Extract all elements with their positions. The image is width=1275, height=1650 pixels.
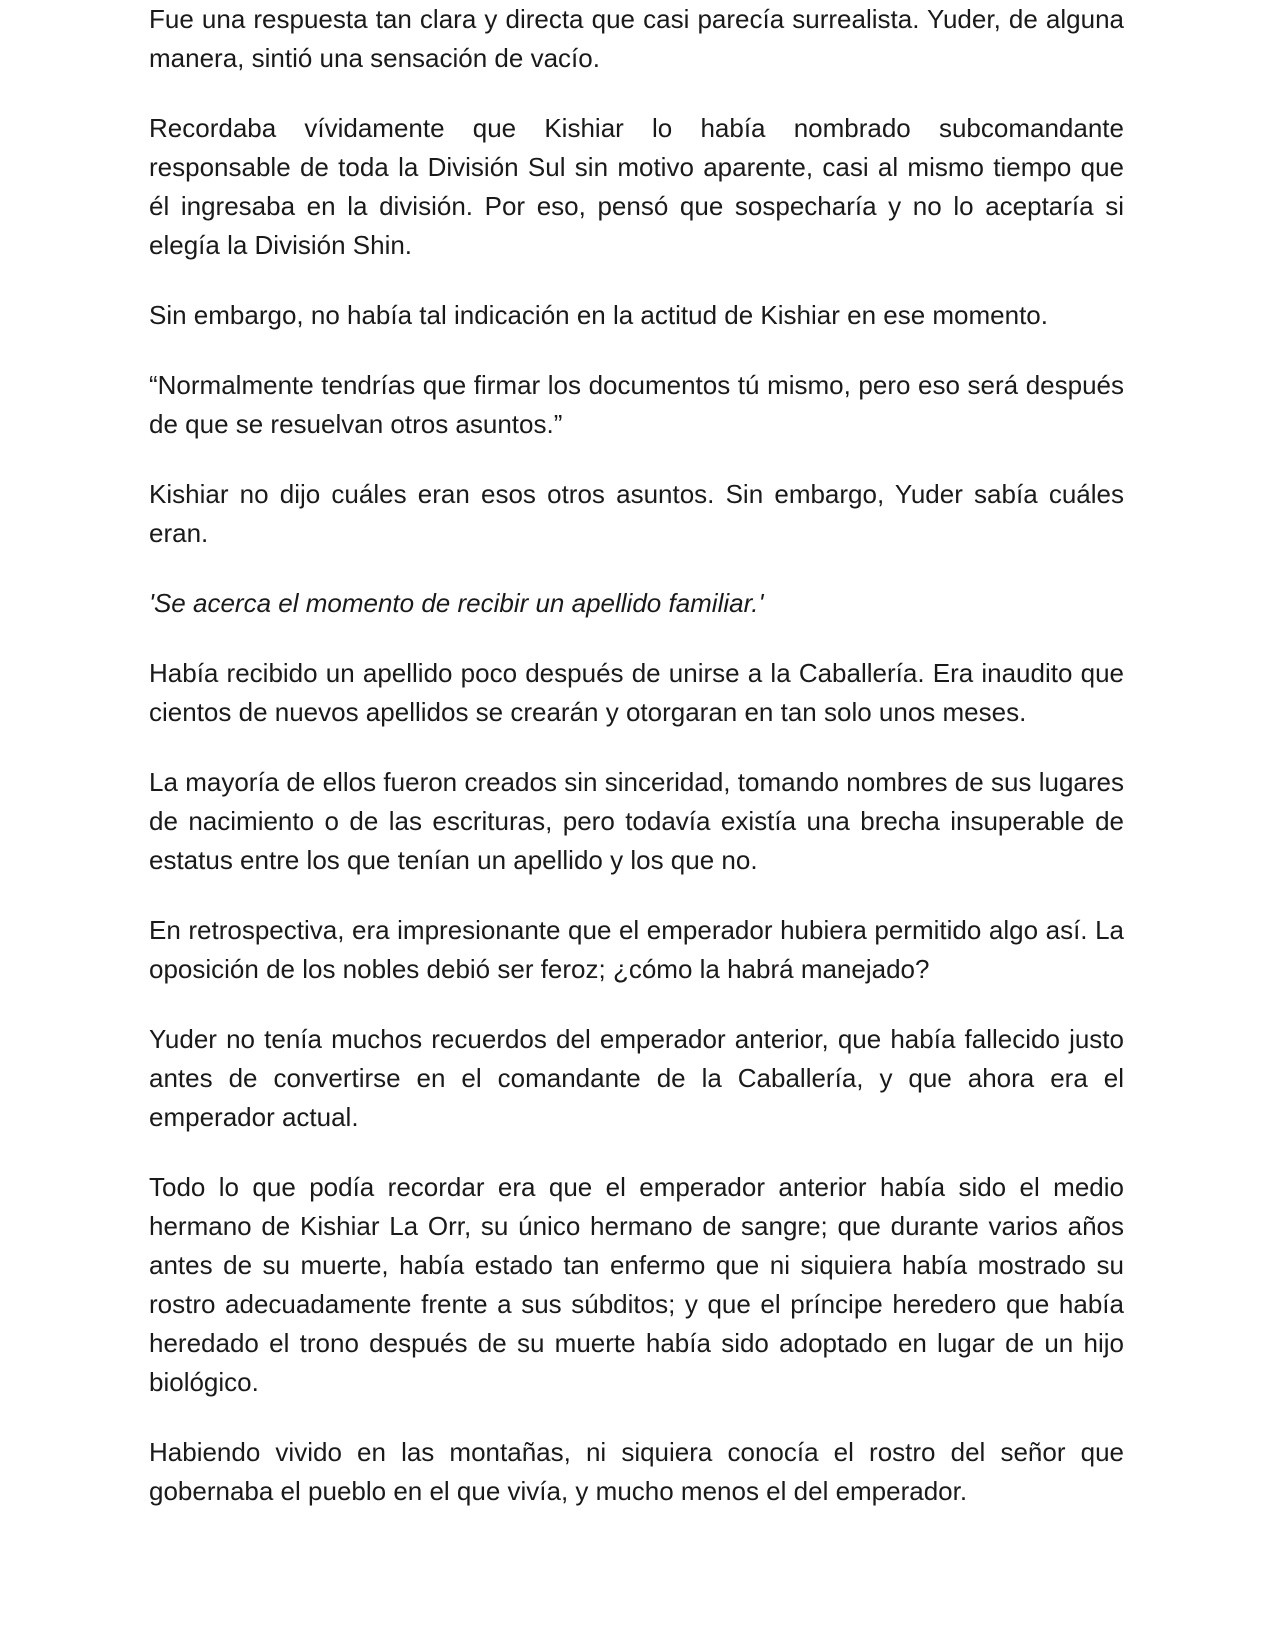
paragraph-3: Sin embargo, no había tal indicación en la actitud de Kishiar en ese momento.	[149, 300, 1048, 330]
document-page	[149, 0, 1124, 1542]
paragraph-5: Kishiar no dijo cuáles eran esos otros asuntos. Sin embargo, Yuder sabía cuáles eran.	[149, 479, 1124, 548]
paragraph-8: La mayoría de ellos fueron creados sin sinceridad, tomando nombres de sus lugares de nacimiento o de las escrituras, pero todavía existía una brecha insuperable de estatus entre los que tenían un apellido y los que no.	[149, 767, 1124, 875]
paragraph-7: Había recibido un apellido poco después de unirse a la Caballería. Era inaudito que cientos de nuevos apellidos se crearán y otorgaran en tan solo unos meses.	[149, 658, 1124, 727]
paragraph-10: Yuder no tenía muchos recuerdos del emperador anterior, que había fallecido justo antes de convertirse en el comandante de la Caballería, y que ahora era el emperador actual.	[149, 1024, 1124, 1132]
paragraph-1: Fue una respuesta tan clara y directa que casi parecía surrealista. Yuder, de alguna manera, sintió una sensación de vacío.	[149, 4, 1124, 73]
paragraph-2: Recordaba vívidamente que Kishiar lo había nombrado subcomandante responsable de toda la División Sul sin motivo aparente, casi al mismo tiempo que él ingresaba en la división. Por eso, pensó que sospecharía y no lo aceptaría si elegía la División Shin.	[149, 113, 1124, 260]
paragraph-9: En retrospectiva, era impresionante que el emperador hubiera permitido algo así. La oposición de los nobles debió ser feroz; ¿cómo la habrá manejado?	[149, 915, 1124, 984]
paragraph-4: “Normalmente tendrías que firmar los documentos tú mismo, pero eso será después de que se resuelvan otros asuntos.”	[149, 370, 1124, 439]
paragraph-6-thought: 'Se acerca el momento de recibir un apellido familiar.'	[149, 588, 764, 618]
paragraph-12: Habiendo vivido en las montañas, ni siquiera conocía el rostro del señor que gobernaba el pueblo en el que vivía, y mucho menos el del emperador.	[149, 1437, 1124, 1506]
paragraph-11: Todo lo que podía recordar era que el emperador anterior había sido el medio hermano de Kishiar La Orr, su único hermano de sangre; que durante varios años antes de su muerte, había estado tan enfermo que ni siquiera había mostrado su rostro adecuadamente frente a sus súbditos; y que el príncipe heredero que había heredado el trono después de su muerte había sido adoptado en lugar de un hijo biológico.	[149, 1172, 1124, 1397]
